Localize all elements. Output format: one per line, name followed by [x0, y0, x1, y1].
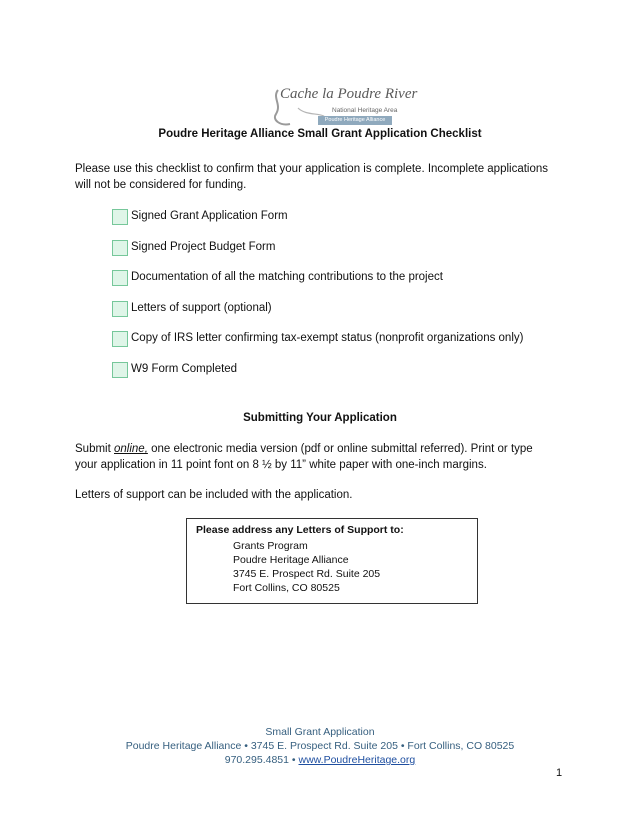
address-box	[186, 518, 478, 604]
intro-line-1: Please use this checklist to confirm that your application is complete. Incomplete applications	[75, 163, 549, 175]
checkbox[interactable]	[112, 270, 128, 286]
footer-website-link[interactable]: www.PoudreHeritage.org	[298, 754, 416, 766]
logo-title: Cache la Poudre River	[280, 86, 418, 102]
cache-la-poudre-logo	[268, 80, 418, 130]
submit-paragraph	[75, 441, 565, 473]
submit-online-emphasis: online,	[114, 443, 148, 455]
address-line: Grants Program	[233, 540, 308, 552]
address-heading: Please address any Letters of Support to:	[196, 524, 404, 536]
submitting-heading: Submitting Your Application	[243, 412, 397, 424]
intro-paragraph	[75, 161, 565, 193]
checkbox[interactable]	[112, 331, 128, 347]
logo-bar: Poudre Heritage Alliance	[318, 116, 392, 125]
checklist-item-label: Signed Grant Application Form	[131, 210, 288, 222]
page-title: Poudre Heritage Alliance Small Grant Application Checklist	[158, 128, 482, 140]
footer-phone: 970.295.4851 •	[224, 754, 299, 766]
intro-line-2: will not be considered for funding.	[75, 179, 247, 191]
footer-contact	[0, 753, 640, 767]
checklist-item-label: Copy of IRS letter confirming tax-exempt status (nonprofit organizations only)	[131, 332, 524, 344]
address-line: 3745 E. Prospect Rd. Suite 205	[233, 568, 381, 580]
submit-text-post: one electronic media version (pdf or online submittal referred). Print or type	[147, 443, 533, 455]
checkbox[interactable]	[112, 362, 128, 378]
checkbox[interactable]	[112, 301, 128, 317]
submit-text-pre: Submit	[75, 443, 114, 455]
checkbox[interactable]	[112, 209, 128, 225]
footer-address: Poudre Heritage Alliance • 3745 E. Prospect Rd. Suite 205 • Fort Collins, CO 80525	[125, 740, 515, 752]
submit-line-2: your application in 11 point font on 8 ½ by 11” white paper with one-inch margins.	[75, 459, 487, 471]
logo-subtitle: National Heritage Area	[332, 107, 398, 114]
footer-title: Small Grant Application	[265, 726, 375, 738]
checklist-item-label: Signed Project Budget Form	[131, 241, 276, 253]
checklist-item-label: Documentation of all the matching contributions to the project	[131, 271, 443, 283]
checklist-item-label: W9 Form Completed	[131, 363, 238, 375]
page-number: 1	[556, 767, 563, 779]
address-line: Fort Collins, CO 80525	[233, 582, 340, 594]
address-line: Poudre Heritage Alliance	[233, 554, 349, 566]
checkbox[interactable]	[112, 240, 128, 256]
letters-note: Letters of support can be included with the application.	[75, 489, 353, 501]
checklist-item-label: Letters of support (optional)	[131, 302, 272, 314]
